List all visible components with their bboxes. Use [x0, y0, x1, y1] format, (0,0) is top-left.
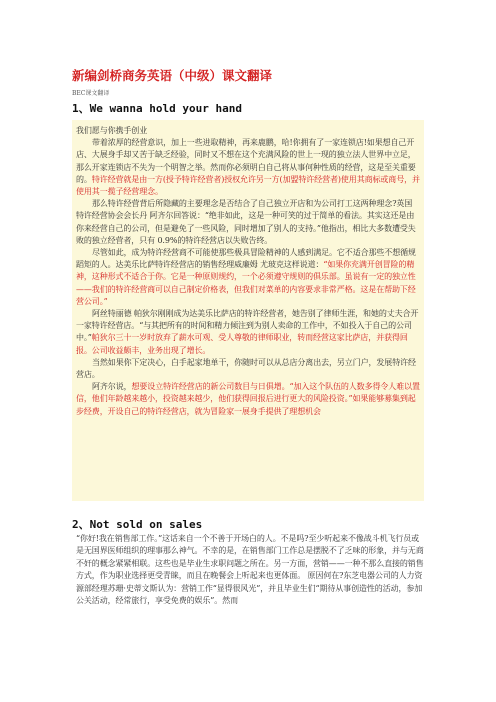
- highlighted-text: 特许经营就是由一方(授予特许经营者)授权允许另一方(加盟特许经营者)使用其商标或商号，并使用其一揽子经营理念。: [76, 174, 420, 197]
- highlighted-text: 帕狄尔三十一岁时放弃了薪水可观、受人尊敬的律师职业，转而经营这家比萨店，并获得回报。公司收益颇丰，业务出现了增长。: [76, 333, 408, 355]
- section-2-paragraphs: [76, 533, 426, 701]
- body-text: 当然如果你下定决心，白手起家地单干，你随时可以从总店分离出去，另立门户，发展特许经营店。: [76, 357, 416, 380]
- paragraph: [76, 357, 420, 381]
- body-text: 阿齐尔说，: [92, 382, 132, 392]
- paragraph: [76, 137, 420, 198]
- section-2-heading: 2、Not sold on sales: [72, 518, 203, 531]
- paragraph: [76, 308, 420, 357]
- section-1-paragraphs: [76, 137, 420, 418]
- body-text: 带着浓厚的经营意识，加上一些进取精神，再来鹿鹏，哈!你拥有了一家连锁店!如果想自己开店、大展身手却又苦于缺乏经验，同时又不想在这个充满风险的世上一现的独立法人世界中立足，那么开家连锁店不失为一个明智之举。然而你必须明白自己将从事何种性质的经营，这是至关重要的。: [76, 138, 416, 184]
- section-1-heading: 1、We wanna hold your hand: [72, 102, 242, 115]
- body-text: 阿丝特丽德 帕狄尔刚刚成为达美乐比萨店的特许经营者，她告别了律师生涯，和她的丈夫合开一家特许经营店。“与其把所有的时间和精力倾注到为别人卖命的工作中，不如投入于自己的公司中。”: [76, 309, 419, 343]
- paragraph: [76, 381, 420, 418]
- paragraph: [76, 247, 420, 308]
- highlighted-text: “如果你充满开创冒险的精神，这种形式不适合于你。它是一种原则规约，一个必须遵守规则的俱乐部。虽说有一定的独立性——我们的特许经营商可以自己制定价格表，但我们对菜单的内容要求非常严格。这是在帮助下经营公司。”: [76, 260, 416, 306]
- highlighted-text: 想要设立特许经营店的新公司数目与日俱增。“加入这个队伍的人数多得令人难以置信，他们年龄越来越小，投资越来越少，他们获得回报后进行更大的风险投资。”如果能够募集到起步经费，开设自己的特许经营店，就为冒险家一展身手提供了理想机会: [76, 382, 420, 416]
- paragraph: “你好!我在销售部工作。”这话来自一个不善于开场白的人。不是吗?至少听起来不像战斗机飞行员或是无国界医师组织的理事那么神气。不幸的是，在销售部门工作总是摆脱不了乏味的形象，并与无商不奸的概念紧紧相联。这些也是毕业生求职问题之所在。另一方面，营销——一种不那么直接的销售方式，作为职业选择更受青睐，而且在晚餐会上听起来也更体面。 原因何在?东芝电器公司的人力资源部经理苏珊·史蒂文斯认为：营销工作“显得很风光”，并且毕业生们“期待从事创造性的活动，参加公关活动，经常旅行，享受免费的娱乐”。然而: [76, 534, 424, 606]
- body-text: 那么特许经营背后所隐藏的主要理念是否结合了自己独立开店和为公司打工这两种理念?英国特许经营协会会长丹 阿齐尔回答说：“绝非如此，这是一种可笑的过于简单的看法。其实这还是由你来经营自己的公司，但是避免了一些风险，同时增加了别人的支持。”他指出，相比大多数遭受失败的独立经营者，只有 0.9%的特许经营店以失败告终。: [76, 199, 416, 245]
- document-subtitle: BEC课文翻译: [72, 90, 110, 97]
- section-1-subheading: 我们愿与你携手创业: [76, 126, 148, 135]
- paragraph: [76, 198, 420, 247]
- body-text: 尽管如此，成为特许经营商不可能使那些极具冒险精神的人感到满足。它不适合那些不想循规蹈矩的人。达美乐比萨特许经营店的销售经理威廉姆 尤玻克这样说道：: [76, 248, 416, 270]
- section-1-highlight-box: [72, 120, 424, 501]
- document-title: 新编剑桥商务英语（中级）课文翻译: [72, 68, 273, 83]
